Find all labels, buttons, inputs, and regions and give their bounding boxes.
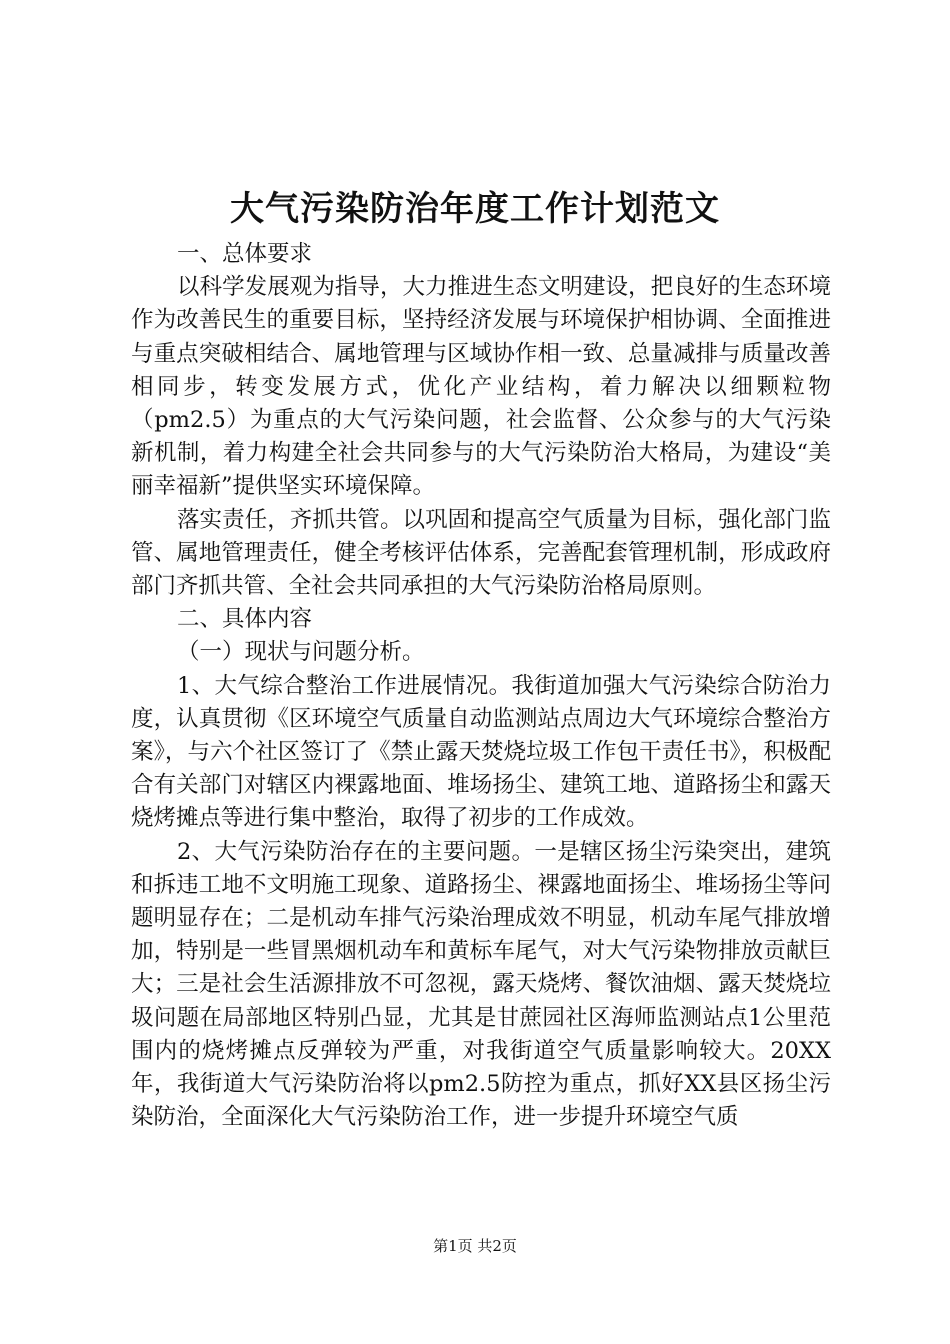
section-heading: 一、总体要求	[177, 241, 313, 267]
paragraph: 2、大气污染防治存在的主要问题。一是辖区扬尘污染突出，建筑和拆违工地不文明施工现象、道路扬尘、裸露地面扬尘、堆场扬尘等问题明显存在；二是机动车排气污染治理成效不明显，机动车尾气排放增加，特别是一些冒黑烟机动车和黄标车尾气，对大气污染物排放贡献巨大；三是社会生活源排放不可忽视，露天烧烤、餐饮油烟、露天焚烧垃圾问题在局部地区特别凸显，尤其是甘蔗园社区海师监测站点1公里范围内的烧烤摊点反弹较为严重，对我街道空气质量影响较大。20XX年，我街道大气污染防治将以pm2.5防控为重点，抓好XX县区扬尘污染防治，全面深化大气污染防治工作，进一步提升环境空气质	[131, 838, 831, 1131]
document-body	[131, 238, 831, 1134]
page-footer: 第1页 共2页	[433, 1237, 517, 1255]
document-title: 大气污染防治年度工作计划范文	[230, 189, 720, 229]
section-heading: 二、具体内容	[177, 606, 313, 633]
paragraph: 以科学发展观为指导，大力推进生态文明建设，把良好的生态环境作为改善民生的重要目标，坚持经济发展与环境保护相协调、全面推进与重点突破相结合、属地管理与区域协作相一致、总量减排与质量改善相同步，转变发展方式，优化产业结构，着力解决以细颗粒物（pm2.5）为重点的大气污染问题，社会监督、公众参与的大气污染新机制，着力构建全社会共同参与的大气污染防治大格局，为建设“美丽幸福新”提供坚实环境保障。	[131, 274, 831, 500]
subsection-heading: （一）现状与问题分析。	[177, 639, 425, 666]
paragraph: 1、大气综合整治工作进展情况。我街道加强大气污染综合防治力度，认真贯彻《区环境空气质量自动监测站点周边大气环境综合整治方案》，与六个社区签订了《禁止露天焚烧垃圾工作包干责任书》，积极配合有关部门对辖区内裸露地面、堆场扬尘、建筑工地、道路扬尘和露天烧烤摊点等进行集中整治，取得了初步的工作成效。	[131, 672, 831, 832]
paragraph: 落实责任，齐抓共管。以巩固和提高空气质量为目标，强化部门监管、属地管理责任，健全考核评估体系，完善配套管理机制，形成政府部门齐抓共管、全社会共同承担的大气污染防治格局原则。	[131, 506, 831, 600]
